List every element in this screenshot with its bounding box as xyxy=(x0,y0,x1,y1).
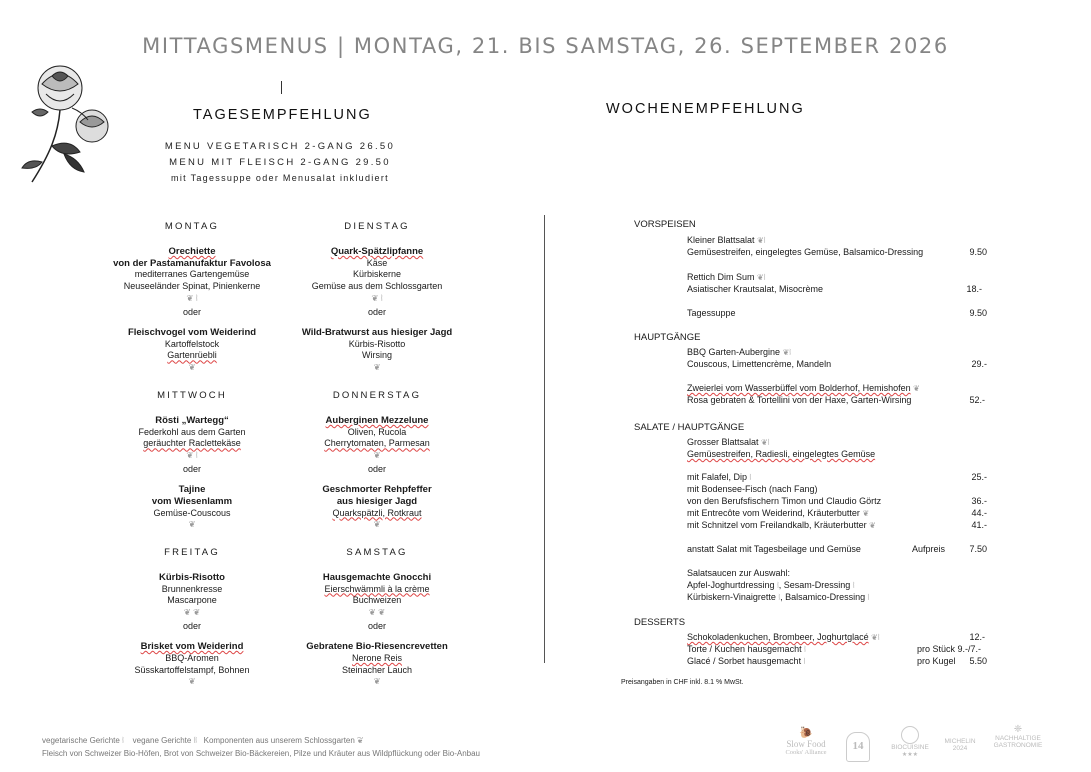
dish-title: Tajine xyxy=(178,483,206,495)
wochenempfehlung-heading: WOCHENEMPFEHLUNG xyxy=(606,101,805,117)
item-price: 7.50 xyxy=(969,544,987,554)
or-label: oder xyxy=(182,621,201,632)
dish-desc: mediterranes Gartengemüse xyxy=(134,269,250,280)
menu-item xyxy=(687,644,806,655)
biocuisine-logo xyxy=(884,726,936,758)
dish-desc: Gartenrüebli xyxy=(167,350,217,361)
dish-desc: Quarkspätzli, Rotkraut xyxy=(332,507,422,518)
surcharge-label: Aufpreis xyxy=(912,544,946,554)
logo-stars: ★★★ xyxy=(901,752,919,758)
dish-title: Kürbis-Risotto xyxy=(159,571,225,583)
dish-desc: Oliven, Rucola xyxy=(347,426,407,437)
menu-item xyxy=(687,472,751,483)
item-title: anstatt Salat mit Tagesbeilage und Gemüse xyxy=(687,544,861,554)
garden-icon: ❦⦚ xyxy=(871,633,880,642)
item-desc: von den Berufsfischern Timon und Claudio Görtz xyxy=(687,496,882,506)
item-price: 41.- xyxy=(971,520,987,530)
vegetarian-icon: ❦ xyxy=(373,450,381,461)
day-samstag xyxy=(287,547,467,688)
or-label: oder xyxy=(367,464,386,475)
day-mittwoch xyxy=(102,390,282,531)
category-salate: SALATE / HAUPTGÄNGE xyxy=(634,422,745,433)
legend-garden: Komponenten aus unserem Schlossgarten xyxy=(203,736,355,745)
menu-vegetarian-line: MENU VEGETARISCH 2-GANG 26.50 xyxy=(164,141,396,152)
dish-title: Geschmorter Rehpfeffer xyxy=(322,483,432,495)
column-divider xyxy=(544,215,545,663)
sauce-name: , Sesam-Dressing xyxy=(778,580,851,590)
item-price: 12.- xyxy=(969,632,985,642)
dish-title: Gebratene Bio-Riesencrevetten xyxy=(306,640,448,652)
dish-title: Fleischvogel vom Weiderind xyxy=(127,326,257,338)
menu-item xyxy=(687,272,765,283)
dish-desc: Wirsing xyxy=(361,350,392,361)
dish-desc: Mascarpone xyxy=(167,595,217,606)
dish-desc: Kürbiskerne xyxy=(352,269,402,280)
logo-text: GASTRONOMIE xyxy=(993,742,1043,749)
logo-text: BIOCUISINE xyxy=(891,744,929,751)
sauces-heading: Salatsaucen zur Auswahl: xyxy=(687,568,791,578)
dish-desc: Eierschwämmli à la crème xyxy=(324,583,430,594)
day-name: SAMSTAG xyxy=(346,547,408,558)
garden-icon: ❦ xyxy=(188,362,196,373)
menu-item xyxy=(687,520,876,530)
sauce-name: Apfel-Joghurtdressing xyxy=(687,580,775,590)
day-donnerstag xyxy=(287,390,467,531)
menu-item xyxy=(687,656,805,667)
dish-desc: geräuchter Raclettekäse xyxy=(143,438,241,449)
or-label: oder xyxy=(182,464,201,475)
vegan-icon: ⦚ xyxy=(852,581,855,590)
or-label: oder xyxy=(367,306,386,317)
category-vorspeisen: VORSPEISEN xyxy=(634,219,696,230)
menu-item xyxy=(687,235,765,246)
menu-meat-line: MENU MIT FLEISCH 2-GANG 29.50 xyxy=(169,157,391,168)
dish-desc: Buchweizen xyxy=(352,595,402,606)
garden-icon: ❦ xyxy=(862,509,870,518)
logo-text: NACHHALTIGE xyxy=(995,735,1041,742)
item-desc: Gemüsestreifen, Radiesli, eingelegtes Gemüse xyxy=(687,449,876,459)
garden-icon: ❦ xyxy=(188,519,196,530)
item-desc: Asiatischer Krautsalat, Misocrème xyxy=(687,284,824,294)
or-label: oder xyxy=(367,621,386,632)
day-name: MONTAG xyxy=(164,221,220,232)
item-title: mit Falafel, Dip xyxy=(687,472,748,482)
vegetarian-icon: ❦ ❦ xyxy=(183,607,201,618)
item-price: 9.50 xyxy=(969,308,987,318)
day-name: MITTWOCH xyxy=(157,390,227,401)
vegan-icon: ⦚ xyxy=(804,645,806,654)
dish-desc: Federkohl aus dem Garten xyxy=(138,426,246,437)
sauce-line xyxy=(687,592,869,603)
logo-text: 2024 xyxy=(952,745,968,752)
sourcing-note: Fleisch von Schweizer Bio-Höfen, Brot von Schweizer Bio-Bäckereien, Pilze und Kräuter aus Wildpflückung oder Bio-Anbau xyxy=(42,749,480,758)
price-note: Preisangaben in CHF inkl. 8.1 % MwSt. xyxy=(621,679,744,686)
item-price: 44.- xyxy=(971,508,987,518)
item-title: Tagessuppe xyxy=(687,308,736,318)
slow-food-logo: 🐌 Slow Food Cooks' Alliance xyxy=(776,726,836,756)
gault-millau-logo xyxy=(846,732,870,762)
dish-title: Wild-Bratwurst aus hiesiger Jagd xyxy=(301,326,453,338)
day-dienstag xyxy=(287,221,467,374)
menu-item xyxy=(687,437,769,448)
item-title: Schokoladenkuchen, Brombeer, Joghurtglacé xyxy=(687,632,869,642)
dish-desc: BBQ-Aromen xyxy=(165,652,219,663)
item-title: Kleiner Blattsalat xyxy=(687,235,755,245)
garden-icon: ❦ xyxy=(188,676,196,687)
or-label: oder xyxy=(182,306,201,317)
dish-title: Quark-Spätzlipfanne xyxy=(330,245,424,257)
item-price: 29.- xyxy=(971,359,987,369)
sauce-name: , Balsamico-Dressing xyxy=(780,592,866,602)
category-desserts: DESSERTS xyxy=(634,617,686,628)
vegan-icon: ⦚ xyxy=(778,593,781,602)
dish-title: Auberginen Mezzelune xyxy=(325,414,429,426)
day-name: DONNERSTAG xyxy=(332,390,422,401)
item-title: Grosser Blattsalat xyxy=(687,437,759,447)
vegan-icon: ❦ ⦚ xyxy=(186,292,198,303)
item-desc: Rosa gebraten & Tortellini von der Haxe, Garten-Wirsing xyxy=(687,395,912,405)
dish-desc: Nerone Reis xyxy=(351,652,403,663)
sauce-name: Kürbiskern-Vinaigrette xyxy=(687,592,776,602)
menu-included-note: mit Tagessuppe oder Menusalat inkludiert xyxy=(171,173,389,183)
item-title: Torte / Kuchen hausgemacht xyxy=(687,644,802,654)
vegan-icon: ❦⦚ xyxy=(761,438,770,447)
dish-title: Orechiette xyxy=(168,245,216,257)
dish-desc: Steinacher Lauch xyxy=(341,664,413,675)
sauce-line xyxy=(687,580,855,591)
garden-icon: ❦ xyxy=(373,676,381,687)
item-price: 52.- xyxy=(969,395,985,405)
vegetarian-icon: ❦ ⦚ xyxy=(186,450,198,461)
dish-subtitle: von der Pastamanufaktur Favolosa xyxy=(113,257,271,269)
dish-desc: Kürbis-Risotto xyxy=(348,338,406,349)
dish-desc: Gemüse-Couscous xyxy=(153,507,231,518)
vegan-icon: ❦⦚ xyxy=(782,348,791,357)
day-name: FREITAG xyxy=(164,547,220,558)
menu-item xyxy=(687,632,880,643)
legend-vegan: vegane Gerichte xyxy=(132,736,192,745)
vegan-icon: ❦⦚ xyxy=(757,273,766,282)
tagesempfehlung-heading: TAGESEMPFEHLUNG xyxy=(193,107,372,123)
page-title: MITTAGSMENUS | MONTAG, 21. BIS SAMSTAG, 26. SEPTEMBER 2026 xyxy=(142,34,949,58)
item-price: pro Stück 9.-/7.- xyxy=(917,644,982,654)
dish-desc: Brunnenkresse xyxy=(161,583,223,594)
dish-desc: Gemüse aus dem Schlossgarten xyxy=(311,281,443,292)
category-hauptgaenge: HAUPTGÄNGE xyxy=(634,332,701,343)
vegan-icon: ❦⦚ xyxy=(757,236,766,245)
dish-desc: Süsskartoffelstampf, Bohnen xyxy=(134,664,250,675)
vegan-icon: ⦚⦚ xyxy=(193,736,197,745)
vegan-icon: ⦚ xyxy=(777,581,779,590)
dish-title: Brisket vom Weiderind xyxy=(140,640,244,652)
item-title: BBQ Garten-Aubergine xyxy=(687,347,781,357)
price-unit: pro Kugel xyxy=(917,656,956,666)
item-price: 5.50 xyxy=(969,656,987,666)
dish-desc: Neuseeländer Spinat, Pinienkerne xyxy=(123,281,261,292)
garden-icon: ❦ xyxy=(913,384,920,393)
legend-vegetarian: vegetarische Gerichte xyxy=(42,736,120,745)
dish-desc: Käse xyxy=(366,257,388,268)
michelin-logo xyxy=(940,738,980,752)
item-price: 9.50 xyxy=(969,247,987,257)
dish-title: Hausgemachte Gnocchi xyxy=(322,571,432,583)
dish-desc: Kartoffelstock xyxy=(164,338,220,349)
garden-icon: ❦ xyxy=(373,519,381,530)
dish-subtitle: vom Wiesenlamm xyxy=(151,495,233,507)
vegan-icon: ⦚ xyxy=(803,657,806,666)
item-desc: Gemüsestreifen, eingelegtes Gemüse, Balsamico-Dressing xyxy=(687,247,924,257)
vegetarian-icon: ⦚ xyxy=(122,736,124,745)
text-cursor xyxy=(281,81,282,94)
menu-item xyxy=(687,347,791,358)
logo-text: Slow Food xyxy=(786,739,826,749)
vegetarian-icon: ❦ ❦ xyxy=(368,607,386,618)
garden-icon: ❦ xyxy=(373,362,381,373)
garden-icon: ❦ xyxy=(357,736,364,745)
item-title: mit Entrecôte vom Weiderind, Kräuterbutter xyxy=(687,508,860,518)
item-title: Zweierlei vom Wasserbüffel vom Bolderhof, Hemishofen xyxy=(687,383,911,393)
legend-line xyxy=(42,736,363,746)
item-desc: Couscous, Limettencrème, Mandeln xyxy=(687,359,832,369)
item-price: 25.- xyxy=(971,472,987,482)
item-price: 36.- xyxy=(971,496,987,506)
menu-item xyxy=(687,383,920,393)
item-title: Glacé / Sorbet hausgemacht xyxy=(687,656,802,666)
garden-icon: ❦ xyxy=(869,521,876,530)
logo-text: Cooks' Alliance xyxy=(785,749,827,756)
logo-text: MICHELIN xyxy=(944,738,976,745)
day-montag xyxy=(102,221,282,374)
nachhaltige-gastronomie-logo: ❈ NACHHALTIGE GASTRONOMIE xyxy=(986,724,1050,749)
dish-title: Rösti „Wartegg“ xyxy=(155,414,229,426)
menu-item xyxy=(687,508,869,518)
vegan-icon: ⦚ xyxy=(867,593,870,602)
day-freitag xyxy=(102,547,282,688)
logo-text: 14 xyxy=(852,740,864,752)
item-price: 18.- xyxy=(966,284,982,294)
day-name: DIENSTAG xyxy=(344,221,410,232)
dish-subtitle: aus hiesiger Jagd xyxy=(336,495,418,507)
dish-desc: Cherrytomaten, Parmesan xyxy=(324,438,430,449)
item-title: Rettich Dim Sum xyxy=(687,272,755,282)
vegetarian-icon: ❦ ⦚ xyxy=(371,292,383,303)
item-title: mit Schnitzel vom Freilandkalb, Kräuterbutter xyxy=(687,520,867,530)
item-title: mit Bodensee-Fisch (nach Fang) xyxy=(687,484,818,494)
vegan-icon: ⦚ xyxy=(749,473,752,482)
